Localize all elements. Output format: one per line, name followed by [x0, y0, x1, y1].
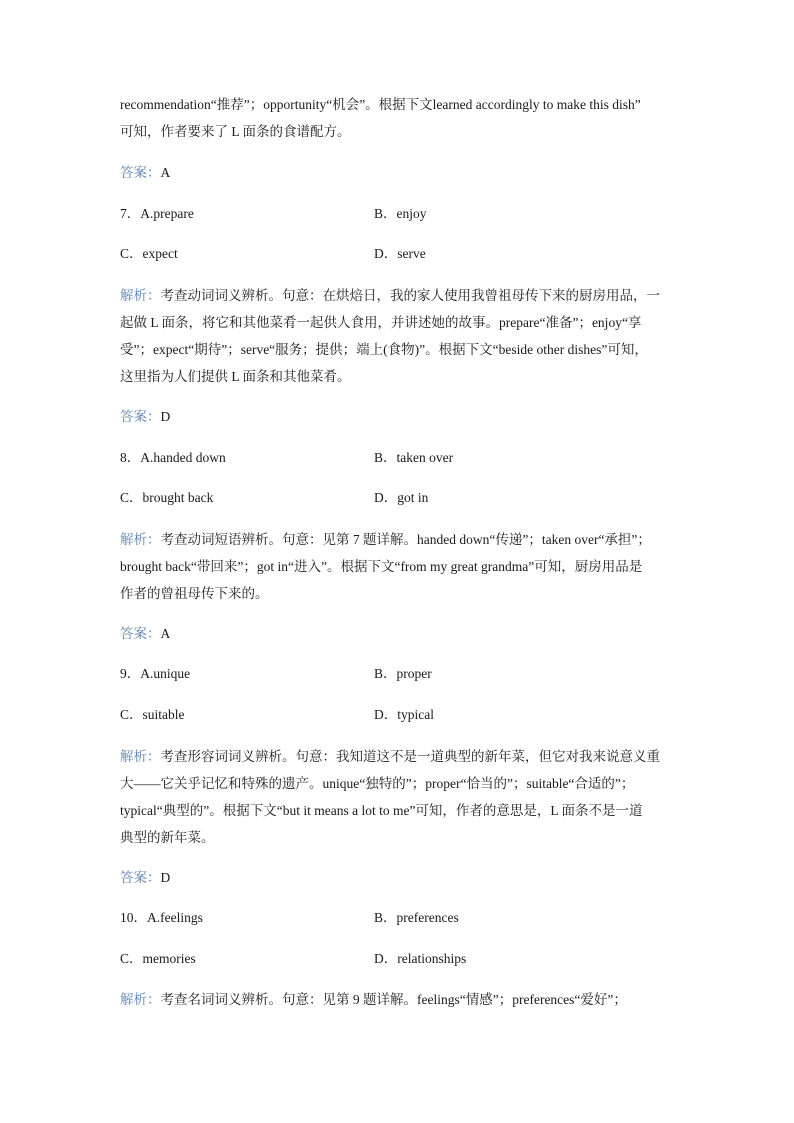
q8-options-row-2 — [120, 488, 680, 508]
q10-option-d: D．relationships — [374, 951, 467, 966]
q8-analysis-line-3: 作者的曾祖母传下来的。 — [120, 586, 269, 601]
q9-analysis — [120, 743, 680, 851]
q9-analysis-line-4: 典型的新年菜。 — [120, 830, 215, 845]
intro-line-2: 可知，作者要来了 L 面条的食谱配方。 — [120, 124, 351, 139]
q10-analysis-line-1: 解析：考查名词词义辨析。句意：见第 9 题详解。feelings“情感”；preferences“爱好”； — [120, 992, 627, 1007]
q9-options-row-2 — [120, 705, 680, 725]
q7-option-d: D．serve — [374, 246, 426, 261]
answer-label: 答案： — [120, 626, 161, 641]
answer-9 — [120, 868, 170, 888]
q7-option-c: C．expect — [120, 246, 178, 261]
q9-option-c: C．suitable — [120, 707, 185, 722]
answer-value: D — [160, 870, 171, 885]
q9-options-row-1 — [120, 664, 680, 684]
q10-options-row-1 — [120, 908, 680, 928]
q7-analysis — [120, 282, 680, 390]
analysis-label: 解析： — [120, 288, 161, 303]
answer-7 — [120, 407, 170, 427]
q7-option-a: 7．A.prepare — [120, 206, 194, 221]
q10-options-row-2 — [120, 949, 680, 969]
q10-option-a: 10．A.feelings — [120, 910, 203, 925]
q10-analysis — [120, 986, 680, 1013]
answer-value: D — [160, 409, 171, 424]
answer-8 — [120, 624, 170, 644]
q8-analysis-line-1: 解析：考查动词短语辨析。句意：见第 7 题详解。handed down“传递”；taken over“承担”； — [120, 532, 651, 547]
answer-label: 答案： — [120, 165, 161, 180]
q7-analysis-line-2: 起做 L 面条，将它和其他菜肴一起供人食用，并讲述她的故事。prepare“准备”；enjoy“享 — [120, 315, 642, 330]
q8-option-d: D．got in — [374, 490, 429, 505]
q9-analysis-line-3: typical“典型的”。根据下文“but it means a lot to me”可知，作者的意思是，L 面条不是一道 — [120, 803, 643, 818]
q7-analysis-line-3: 受”；expect“期待”；serve“服务；提供；端上(食物)”。根据下文“beside other dishes”可知， — [120, 342, 648, 357]
q7-options-row-1 — [120, 204, 680, 224]
analysis-label: 解析： — [120, 532, 161, 547]
q7-analysis-line-4: 这里指为人们提供 L 面条和其他菜肴。 — [120, 369, 351, 384]
q8-analysis-line-2: brought back“带回来”；got in“进入”。根据下文“from my great grandma”可知，厨房用品是 — [120, 559, 643, 574]
q9-option-a: 9．A.unique — [120, 666, 191, 681]
analysis-label: 解析： — [120, 749, 161, 764]
q9-option-d: D．typical — [374, 707, 434, 722]
intro-line-1: recommendation“推荐”；opportunity“机会”。根据下文learned accordingly to make this dish” — [120, 97, 641, 112]
q9-analysis-line-1: 解析：考查形容词词义辨析。句意：我知道这不是一道典型的新年菜，但它对我来说意义重 — [120, 749, 660, 764]
q8-option-b: B．taken over — [374, 450, 454, 465]
q8-options-row-1 — [120, 448, 680, 468]
intro-paragraph — [120, 91, 680, 145]
answer-value: A — [160, 165, 171, 180]
q8-option-c: C．brought back — [120, 490, 214, 505]
q9-analysis-line-2: 大——它关乎记忆和特殊的遗产。unique“独特的”；proper“恰当的”；suitable“合适的”； — [120, 776, 635, 791]
q8-option-a: 8．A.handed down — [120, 450, 226, 465]
answer-label: 答案： — [120, 870, 161, 885]
q8-analysis — [120, 526, 680, 607]
q10-option-c: C．memories — [120, 951, 196, 966]
answer-6 — [120, 163, 170, 183]
q7-options-row-2 — [120, 244, 680, 264]
analysis-label: 解析： — [120, 992, 161, 1007]
answer-value: A — [160, 626, 171, 641]
answer-label: 答案： — [120, 409, 161, 424]
q9-option-b: B．proper — [374, 666, 432, 681]
q10-option-b: B．preferences — [374, 910, 459, 925]
q7-option-b: B．enjoy — [374, 206, 427, 221]
q7-analysis-line-1: 解析：考查动词词义辨析。句意：在烘焙日，我的家人使用我曾祖母传下来的厨房用品，一 — [120, 288, 660, 303]
